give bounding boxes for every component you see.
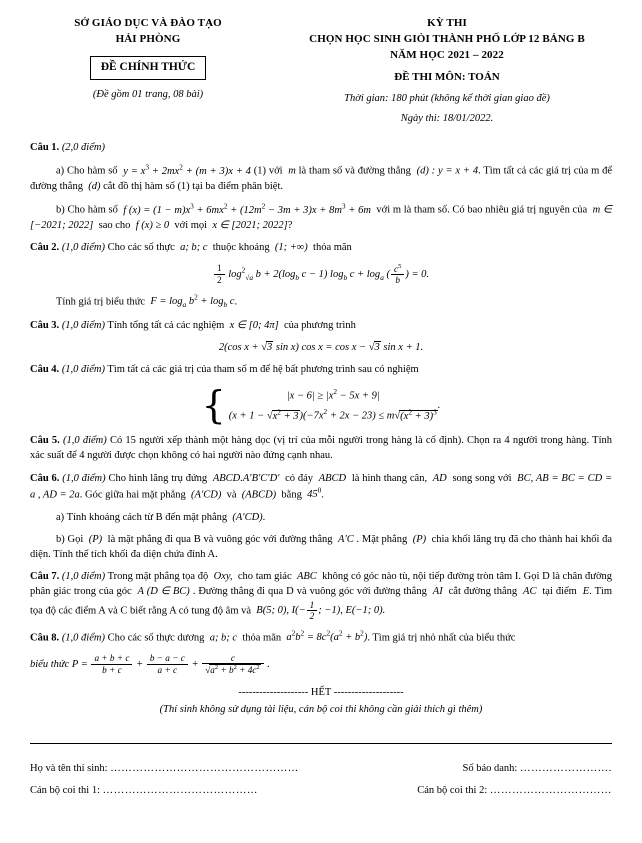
page-count-note: (Đề gồm 01 trang, 08 bài) [92, 88, 204, 100]
question-6b: b) Gọi (P) là mặt phẳng đi qua B và vuông góc với đường thẳng A′C . Mặt phẳng (P) chia khối lăng trụ đã cho thành hai khối đa diện. Tính thể tích khối đa diện chứa đỉnh A. [30, 533, 613, 560]
question-3-equation: 2(cos x + √3 sin x) cos x = cos x − √3 sin x + 1. [218, 342, 424, 354]
department-line-2: HẢI PHÒNG [115, 32, 181, 45]
question-2-tail-text: Tính giá trị biểu thức [56, 296, 146, 308]
exam-duration: Thời gian: 180 phút (không kể thời gian giao đề) [344, 92, 550, 104]
candidate-info-footer [30, 743, 612, 798]
question-7-text4: . Đường thẳng đi qua D và vuông góc với đường thẳng [192, 586, 427, 598]
question-2-text3: thỏa mãn [313, 242, 352, 254]
question-8: Câu 8. (1,0 điểm) Cho các số thực dương a; b; c thỏa mãn $a^2b^2 = 8c^2(a^2 + b^2)$. Tìm giá trị nhỏ nhất của biểu thức [30, 628, 516, 644]
exam-title-line-2: CHỌN HỌC SINH GIỎI THÀNH PHỐ LỚP 12 BẢNG B [309, 32, 585, 45]
question-6-text: Cho hình lăng trụ đứng [108, 472, 208, 484]
question-6a: a) Tính khoảng cách từ B đến mặt phẳng (A′CD). [56, 511, 266, 523]
question-2-equation: $\frac{1}{2}$ $\log^2_{√a} b + 2(\log_b$ c − 1) $\log_b c + \log_a$ ( $\frac{c^5}{b}$ ) = 0. [30, 263, 612, 286]
document-header [30, 14, 612, 126]
candidate-number-field [463, 761, 612, 776]
question-3-label: Câu 3. [30, 320, 60, 332]
system-row-1: $|x - 6| \ge |x^2 - 5x + 9|$ [286, 386, 380, 402]
question-5 [30, 433, 612, 463]
question-2-text: Cho các số thực [107, 242, 175, 254]
question-6-points: (1,0 điểm) [62, 472, 106, 484]
question-4-points: (1,0 điểm) [61, 364, 105, 376]
question-6-text5: Góc giữa hai mặt phẳng [85, 489, 186, 501]
question-8-expression: biểu thức P = $\frac{a + b + c}{b + c}$ + $\frac{b - a - c}{a + c}$ + $\frac{c}{√a^2 + b^2 + 4c^2}$ . [30, 652, 270, 676]
question-6b-text2: là mặt phẳng đi qua B và vuông góc với đường thẳng [107, 533, 333, 545]
question-1a-tail2: cắt đồ thị hàm số (1) tại ba điểm phân biệt. [103, 181, 283, 193]
question-8-points: (1,0 điểm) [61, 632, 105, 644]
question-6-text6: và [226, 489, 237, 501]
exam-rules-note: (Thí sinh không sử dụng tài liệu, cán bộ coi thi không cần giải thích gì thêm) [159, 704, 483, 716]
question-6-text2: có đáy [285, 472, 314, 484]
system-brace: { [201, 383, 226, 428]
official-exam-badge: ĐỀ CHÍNH THỨC [90, 56, 207, 80]
invigilator-2-field [417, 783, 612, 798]
system-row-2: $(x + 1 - √x^2 + 3)(-7x^2 + 2x - 23) \le m√(x^2 + 3)^3$ [228, 407, 437, 422]
question-2: Câu 2. (1,0 điểm) Cho các số thực a; b; c thuộc khoảng (1; +∞) thỏa mãn [30, 242, 352, 254]
question-7-text2: cho tam giác [237, 571, 292, 583]
question-7-text7: . Tìm tọa độ các điểm A và C biết rằng A có tung độ âm và [30, 586, 613, 617]
question-7-label: Câu 7. [30, 571, 60, 583]
footer-row-1 [30, 761, 612, 776]
question-2-label: Câu 2. [30, 242, 60, 254]
question-1-points: (2,0 điểm) [61, 142, 105, 154]
question-7-points: (1,0 điểm) [61, 571, 106, 583]
question-6b-text: b) Gọi [56, 533, 84, 545]
question-5-label: Câu 5. [30, 435, 60, 447]
question-6b-text3: . Mặt phẳng [356, 533, 408, 545]
question-1-label: Câu 1. [30, 142, 60, 154]
question-5-text: Có 15 người xếp thành một hàng dọc (vị trí của mỗi người trong hàng là cố định). Chọn ra 4 người trong hàng. Tính xác suất để 4 người được chọn không có hai người nào đứng cạnh nhau. [30, 435, 612, 462]
exam-date: Ngày thi: 18/01/2022. [400, 112, 494, 124]
invigilator-1-field [30, 783, 258, 798]
exam-title-line-1: KỲ THI [427, 17, 467, 29]
question-6: Câu 6. (1,0 điểm) Cho hình lăng trụ đứng ABCD.A′B′C′D′ có đáy ABCD là hình thang cân, AD song song với BC, AB = BC = CD = a , AD = 2a. Góc giữa hai mặt phẳng (A′CD) và (ABCD) bằng $45^0$. [30, 472, 613, 501]
question-7-text3: không có góc nào tù, nội tiếp đường tròn tâm I. Gọi D là chân đường phân giác trong của góc [30, 571, 613, 598]
question-1b-prefix: b) Cho hàm số [56, 204, 118, 216]
question-6-label: Câu 6. [30, 472, 60, 484]
question-1b-tail2: với mọi [174, 220, 208, 232]
question-2-tail: Tính giá trị biểu thức $F = \log_a b^2 + \log_b c$. [56, 292, 238, 310]
exam-subject: ĐỀ THI MÔN: TOÁN [394, 70, 500, 83]
question-1b: b) Cho hàm số f $(x) = (1 - m)x^3 + 6mx^2 + (12m^2 - 3m + 3)x + 8m^3 + 6m$ với m là tham số. Có bao nhiêu giá trị nguyên của m ∈ [−2021; 2022] sao cho f (x) ≥ 0 với mọi x ∈ [2021; 2022]? [30, 201, 613, 232]
question-6-text7: bằng [281, 489, 302, 501]
question-1b-mid: với m là tham số. Có bao nhiêu giá trị nguyên của [376, 204, 588, 216]
question-1a-prefix: a) Cho hàm số [56, 165, 118, 177]
question-7: Câu 7. (1,0 điểm) Trong mặt phẳng tọa độ Oxy, cho tam giác ABC không có góc nào tù, nội tiếp đường tròn tâm I. Gọi D là chân đường phân giác trong của góc A (D ∈ BC) . Đường thẳng đi qua D và vuông góc với đường thẳng AI cắt đường thẳng AC tại điểm E. Tìm tọa độ các điểm A và C biết rằng A có tung độ âm và B(5; 0), I(− $\frac{1}{2}$ ; −1), E(−1; 0). [30, 571, 613, 622]
question-4-text: Tìm tất cả các giá trị của tham số m để hệ bất phương trình sau có nghiệm [107, 364, 419, 376]
exam-title-line-3: NĂM HỌC 2021 – 2022 [390, 48, 504, 61]
question-8-label: Câu 8. [30, 632, 60, 644]
question-7-text: Trong mặt phẳng tọa độ [107, 571, 209, 583]
question-7-text6: tại điểm [542, 586, 577, 598]
question-8-text: Cho các số thực dương [107, 632, 205, 644]
candidate-name-dots: …………………………………………… [110, 763, 299, 775]
question-1a-mid: với [268, 165, 283, 177]
candidate-name-label: Họ và tên thí sinh: [30, 763, 108, 775]
candidate-name-field [30, 761, 299, 776]
invigilator-2-label: Cán bộ coi thi 2: [417, 785, 488, 797]
invigilator-1-label: Cán bộ coi thi 1: [30, 785, 100, 797]
end-marker: -------------------- HẾT -------------------- [238, 686, 404, 698]
question-1a-tail: Tìm tất cả các giá trị của m để đường thẳng [30, 165, 613, 193]
question-3-points: (1,0 điểm) [61, 320, 105, 332]
question-6b-text4: chia khối lăng trụ đã cho thành hai khối đa diện. Tính thể tích khối đa diện chứa đỉnh A. [30, 533, 613, 560]
question-8-text3: . Tìm giá trị nhỏ nhất của biểu thức [367, 632, 516, 644]
question-6-text4: song song với [452, 472, 512, 484]
question-1 [30, 140, 612, 155]
question-4-label: Câu 4. [30, 364, 60, 376]
invigilator-2-dots: …………………………… [489, 785, 612, 797]
question-3: Câu 3. (1,0 điểm) Tính tổng tất cả các nghiệm x ∈ [0; 4π] của phương trình [30, 320, 356, 332]
candidate-number-dots: ……………………. [519, 763, 612, 775]
question-8-text2: thỏa mãn [242, 632, 282, 644]
question-4-system: { $|x - 6| \ge |x^2 - 5x + 9|$ $(x + 1 - √x^2 + 3)(-7x^2 + 2x - 23) \le m√(x^2 + 3)^3$ . [201, 383, 441, 428]
question-6a-text: a) Tính khoảng cách từ B đến mặt phẳng [56, 511, 228, 523]
question-6-text3: là hình thang cân, [351, 472, 428, 484]
question-5-points: (1,0 điểm) [62, 435, 107, 447]
question-2-points: (1,0 điểm) [61, 242, 105, 254]
question-2-text2: thuộc khoảng [212, 242, 270, 254]
question-1b-tail: sao cho [98, 220, 131, 232]
question-1a-text: là tham số và đường thẳng [298, 165, 411, 177]
exam-body [30, 140, 612, 799]
question-7-text5: cắt đường thẳng [448, 586, 518, 598]
question-3-text2: của phương trình [283, 320, 356, 332]
footer-row-2 [30, 783, 612, 798]
invigilator-1-dots: …………………………………… [102, 785, 259, 797]
question-1a: a) Cho hàm số $y = x^3 + 2mx^2 + (m + 3)x + 4$ (1) với m là tham số và đường thẳng (d) : y = x + 4. Tìm tất cả các giá trị của m để đường thẳng (d) cắt đồ thị hàm số (1) tại ba điểm phân biệt. [30, 162, 613, 193]
question-3-text: Tính tổng tất cả các nghiệm [107, 320, 225, 332]
department-line-1: SỞ GIÁO DỤC VÀ ĐÀO TẠO [74, 17, 222, 29]
header-right-block [282, 14, 612, 126]
candidate-number-label: Số báo danh: [462, 763, 518, 775]
question-4 [30, 362, 612, 377]
header-left-block [30, 14, 266, 102]
